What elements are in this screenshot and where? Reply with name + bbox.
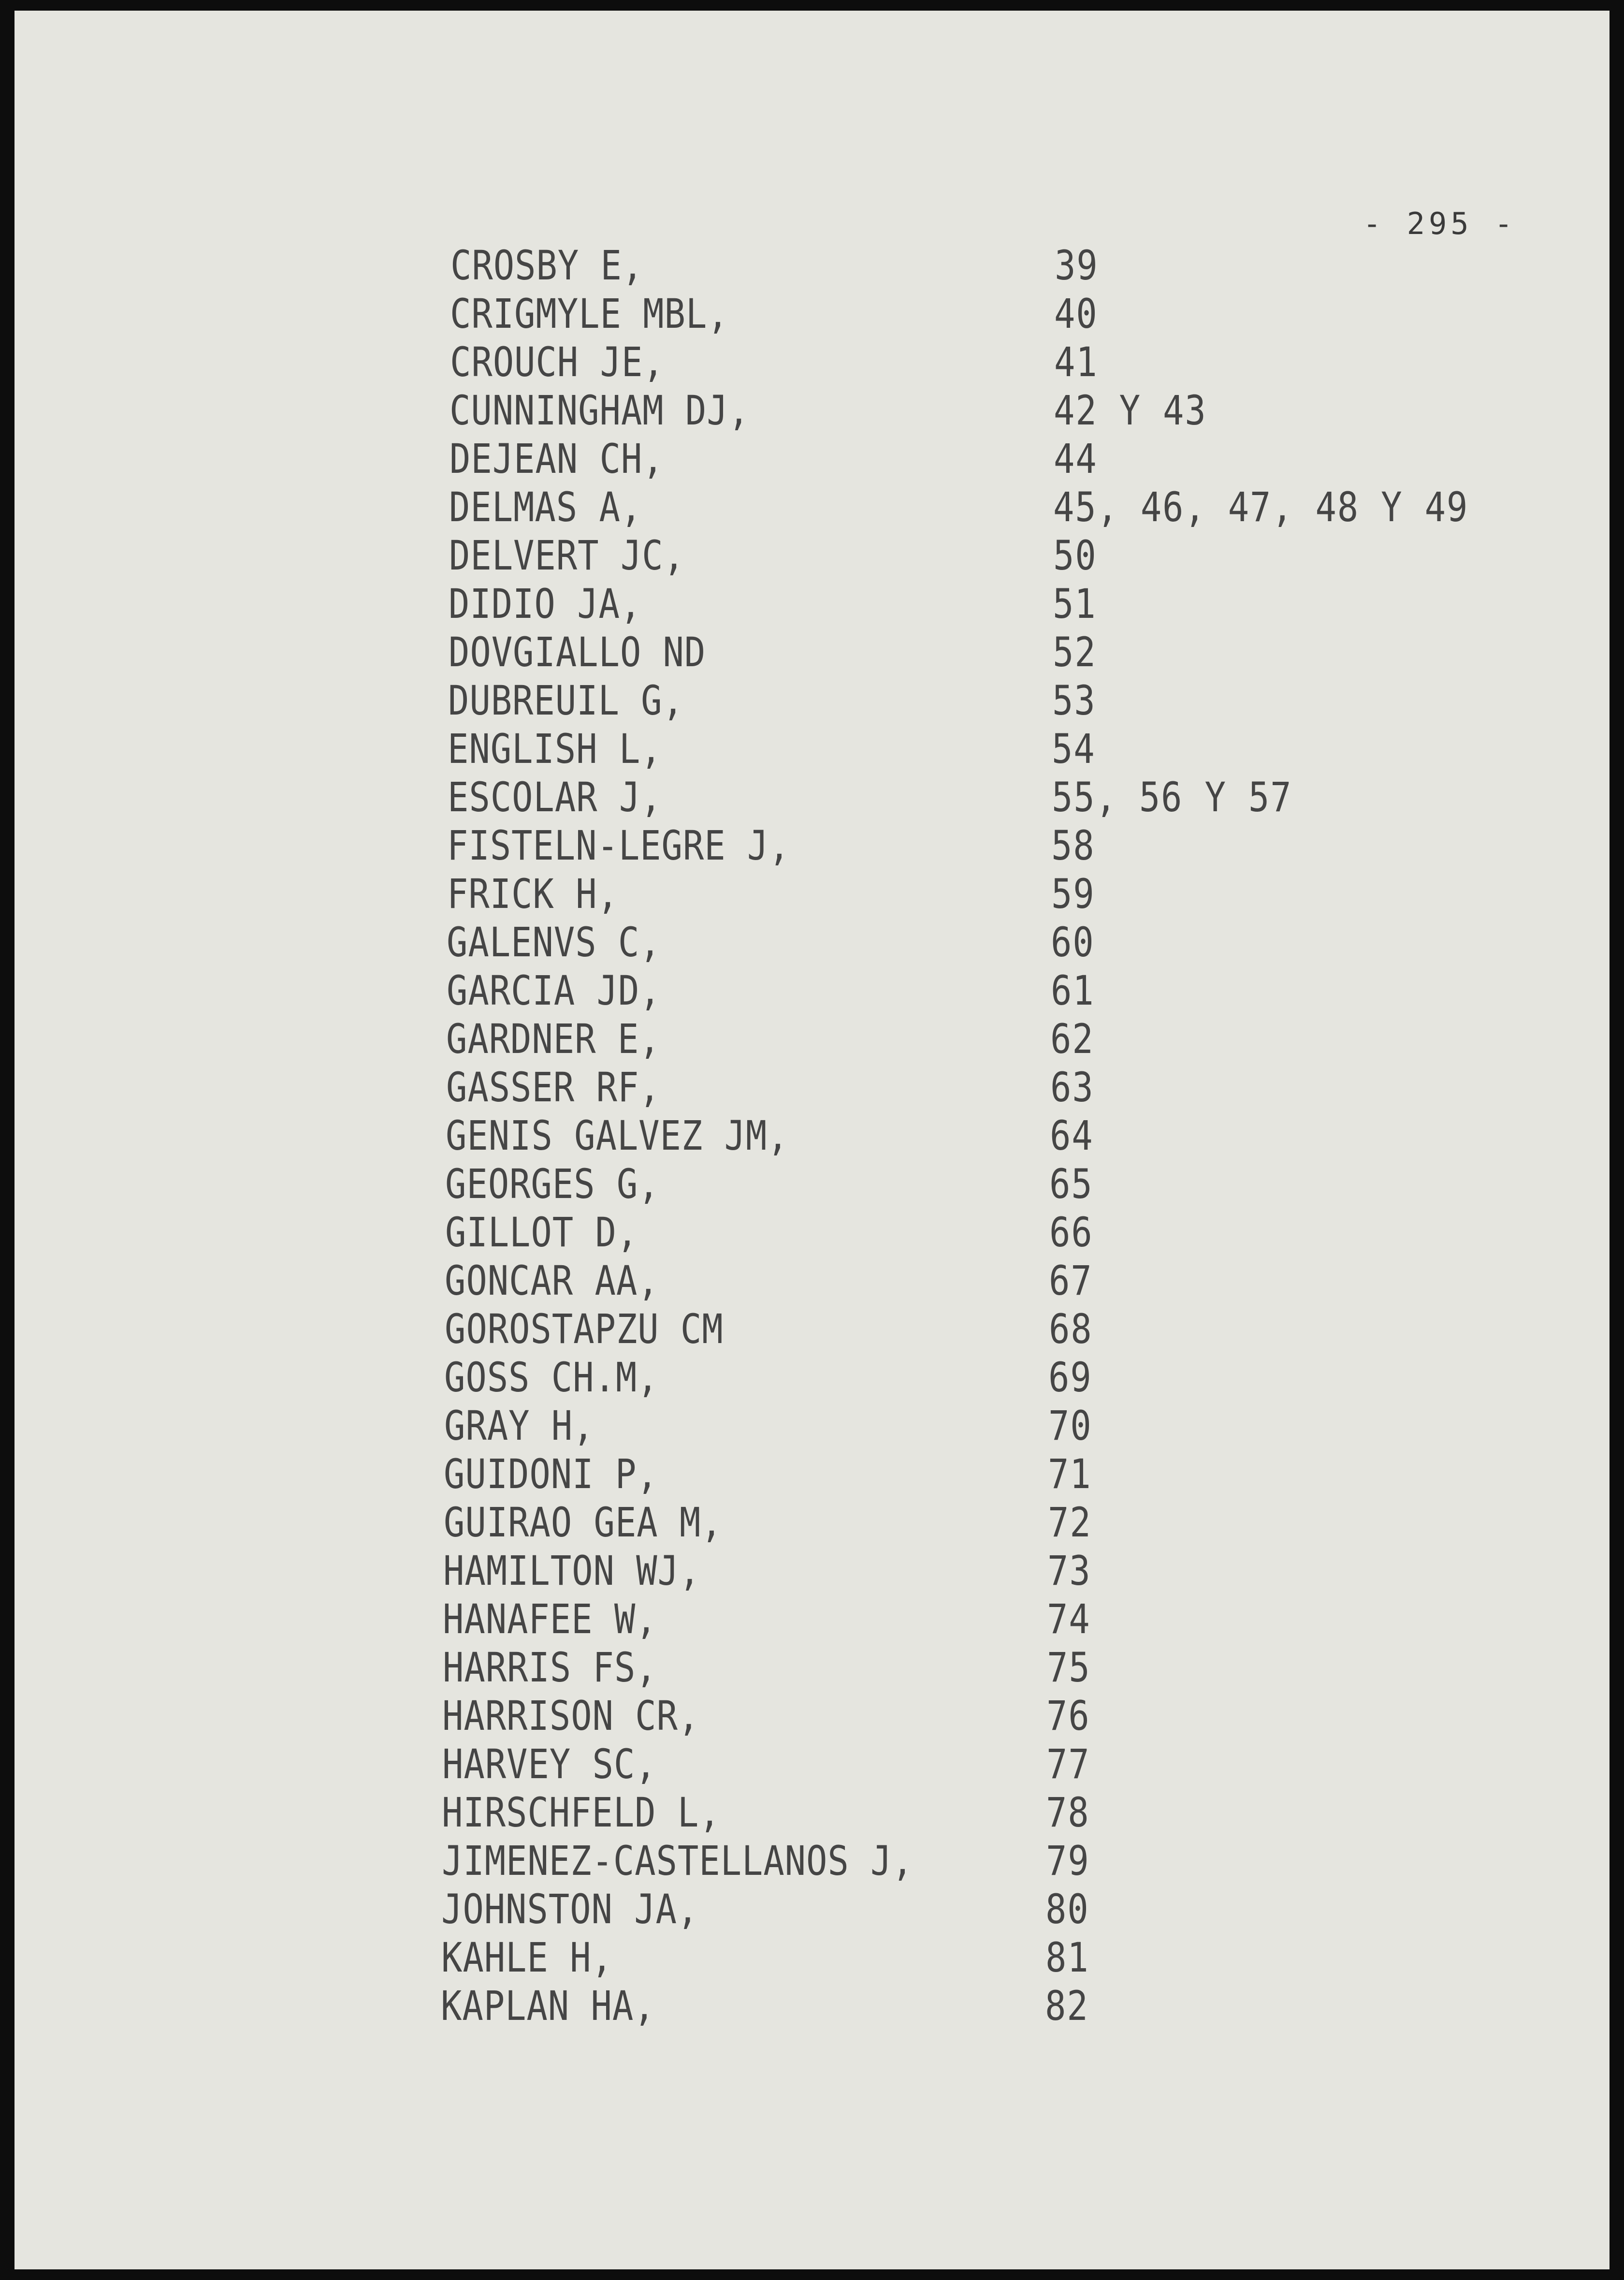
entry-reference: 51 [1053,580,1097,628]
entry-reference: 72 [1047,1499,1091,1546]
index-entry [449,628,1610,677]
index-entry [444,1450,1610,1499]
entry-reference: 64 [1050,1112,1094,1159]
entry-name: GENIS GALVEZ JM, [446,1112,789,1159]
entry-name: GEORGES G, [445,1160,660,1208]
entry-reference: 68 [1048,1305,1093,1353]
entry-reference: 62 [1050,1015,1094,1063]
entry-reference: 52 [1052,628,1096,676]
entry-name: GALENVS C, [447,919,661,966]
entry-reference: 76 [1046,1692,1090,1739]
index-entry [450,338,1610,387]
entry-reference: 82 [1045,1982,1089,2030]
entry-name: ESCOLAR J, [447,774,662,821]
entry-name: CROSBY E, [450,242,644,289]
entry-reference: 39 [1055,242,1099,289]
entry-name: DUBREUIL G, [448,677,684,724]
index-entry [449,532,1610,580]
entry-name: GASSER RF, [446,1064,661,1111]
index-entry [446,1064,1610,1112]
entry-name: DELVERT JC, [449,532,685,579]
entry-name: CROUCH JE, [450,338,665,386]
index-entry [446,1015,1610,1064]
entry-reference: 58 [1051,822,1095,869]
entry-reference: 54 [1052,725,1096,773]
entry-name: DOVGIALLO ND [448,628,706,676]
index-entry [443,1595,1610,1644]
entry-reference: 80 [1045,1885,1089,1933]
entry-reference: 74 [1047,1595,1091,1643]
entry-name: ENGLISH L, [448,725,662,773]
index-entry [441,1934,1610,1982]
entry-reference: 53 [1052,677,1096,724]
entry-name: GUIRAO GEA M, [443,1499,723,1546]
index-entry [450,242,1610,290]
entry-name: HIRSCHFELD L, [442,1789,721,1836]
index-entry [445,1209,1610,1257]
entry-reference: 55, 56 Y 57 [1051,774,1292,821]
index-entry [444,1499,1610,1547]
entry-name: HAMILTON WJ, [443,1547,701,1594]
entry-reference: 65 [1049,1160,1093,1208]
index-entry [441,1982,1610,2031]
entry-reference: 79 [1045,1837,1090,1885]
entry-name: CRIGMYLE MBL, [450,290,729,337]
entry-name: GOROSTAPZU CM [444,1305,724,1353]
index-list [14,11,1610,2269]
index-entry [447,919,1610,967]
index-entry [449,580,1610,628]
entry-reference: 63 [1050,1064,1094,1111]
entry-name: GILLOT D, [445,1209,638,1256]
index-entry [450,290,1610,338]
index-entry [442,1789,1610,1837]
entry-name: DIDIO JA, [449,580,642,628]
entry-reference: 71 [1048,1450,1092,1498]
index-entry [448,677,1610,725]
index-entry [444,1354,1610,1402]
index-entry [448,725,1610,774]
index-entry [445,1257,1610,1305]
entry-reference: 75 [1046,1644,1091,1691]
entry-reference: 45, 46, 47, 48 Y 49 [1053,483,1469,531]
entry-name: FISTELN-LEGRE J, [447,822,790,869]
entry-reference: 40 [1054,290,1098,337]
entry-name: JIMENEZ-CASTELLANOS J, [441,1837,914,1885]
entry-name: GOSS CH.M, [444,1354,659,1401]
index-entry [449,483,1610,532]
entry-name: GARDNER E, [446,1015,661,1063]
entry-reference: 61 [1050,967,1095,1014]
entry-name: KAHLE H, [441,1934,613,1981]
entry-reference: 66 [1049,1209,1093,1256]
entry-name: FRICK H, [447,870,619,918]
entry-name: HARRISON CR, [442,1692,700,1739]
entry-reference: 78 [1046,1789,1090,1836]
entry-name: DEJEAN CH, [449,435,664,482]
entry-name: HARVEY SC, [442,1740,657,1788]
entry-reference: 60 [1051,919,1095,966]
index-entry [444,1402,1610,1450]
index-entry [447,822,1610,870]
index-entry [442,1837,1610,1885]
index-entry [448,774,1610,822]
index-entry [442,1740,1610,1789]
entry-reference: 50 [1053,532,1097,579]
index-entry [447,967,1610,1015]
index-entry [447,870,1610,919]
entry-name: GONCAR AA, [445,1257,659,1304]
document-page [14,11,1610,2269]
entry-reference: 42 Y 43 [1054,387,1207,434]
index-entry [445,1160,1610,1209]
entry-name: GUIDONI P, [444,1450,658,1498]
page-number: - 295 - [1363,206,1517,241]
entry-reference: 77 [1046,1740,1090,1788]
index-entry [450,435,1610,483]
entry-name: DELMAS A, [449,483,642,531]
entry-name: GRAY H, [444,1402,594,1449]
index-entry [445,1305,1610,1354]
entry-name: HANAFEE W, [443,1595,657,1643]
entry-name: KAPLAN HA, [441,1982,655,2030]
entry-reference: 41 [1054,338,1098,386]
entry-reference: 59 [1051,870,1095,918]
entry-name: JOHNSTON JA, [441,1885,699,1933]
entry-reference: 44 [1053,435,1098,482]
entry-reference: 67 [1049,1257,1093,1304]
index-entry [441,1885,1610,1934]
entry-reference: 70 [1048,1402,1092,1449]
entry-name: GARCIA JD, [446,967,661,1014]
entry-reference: 73 [1047,1547,1091,1594]
index-entry [443,1547,1610,1595]
entry-name: CUNNINGHAM DJ, [450,387,750,434]
entry-reference: 69 [1048,1354,1092,1401]
entry-name: HARRIS FS, [442,1644,657,1691]
index-entry [450,387,1610,435]
index-entry [442,1692,1610,1740]
entry-reference: 81 [1045,1934,1089,1981]
index-entry [443,1644,1610,1692]
index-entry [446,1112,1610,1160]
